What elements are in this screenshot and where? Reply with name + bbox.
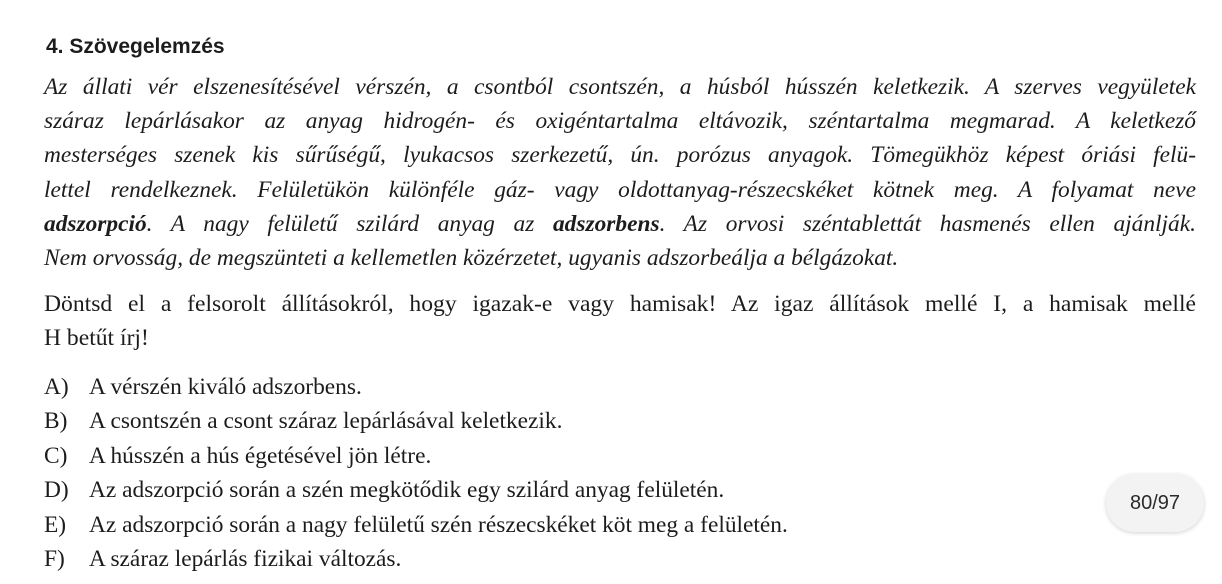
- statement-item: [44, 542, 788, 576]
- statement-text: Az adszorpció során a szén megkötődik egy szilárd anyag felületén.: [89, 477, 725, 504]
- passage-text: . A nagy felületű szilárd anyag az: [146, 210, 553, 237]
- section-heading: 4. Szövegelemzés: [46, 35, 225, 58]
- bold-term-adszorbens: adszorbens: [552, 210, 660, 237]
- task-instruction: [44, 287, 1196, 355]
- statement-text: A vérszén kiváló adszorbens.: [89, 374, 362, 400]
- statement-letter: B): [44, 408, 68, 435]
- statement-item: [44, 370, 788, 404]
- statement-letter: F): [44, 546, 65, 573]
- passage-line: Az állati vér elszenesítésével vérszén, a csontból csontszén, a húsból hússzén keletkezik. A szerves vegyületek: [44, 74, 1196, 100]
- statement-item: [44, 404, 788, 438]
- instruction-line: H betűt írj!: [44, 325, 149, 351]
- passage-text: . Az orvosi széntablettát hasmenés ellen ajánlják.: [659, 210, 1196, 237]
- passage-line: mesterséges szenek kis sűrűségű, lyukacsos szerkezetű, ún. porózus anyagok. Tömegükhöz képest óriási felü-: [44, 142, 1196, 169]
- passage-line: lettel rendelkeznek. Felületükön különféle gáz- vagy oldottanyag-részecskéket kötnek meg. A folyamat neve: [44, 176, 1196, 203]
- page-indicator[interactable]: 80/97: [1106, 474, 1204, 532]
- statement-item: [44, 508, 788, 542]
- statement-letter: A): [44, 374, 69, 400]
- passage-line: száraz lepárlásakor az anyag hidrogén- és oxigéntartalma eltávozik, széntartalma megmarad. A keletkező: [44, 108, 1196, 135]
- statement-item: [44, 439, 788, 473]
- passage-line: Nem orvosság, de megszünteti a kellemetlen közérzetet, ugyanis adszorbeálja a bélgázokat.: [44, 245, 899, 272]
- statement-list: [44, 370, 788, 576]
- statement-text: A csontszén a csont száraz lepárlásával keletkezik.: [89, 408, 563, 435]
- statement-text: Az adszorpció során a nagy felületű szén részecskéket köt meg a felületén.: [89, 511, 788, 538]
- statement-letter: C): [44, 442, 68, 469]
- statement-item: [44, 473, 788, 507]
- reading-passage: [44, 70, 1196, 275]
- statement-text: A száraz lepárlás fizikai változás.: [89, 546, 402, 573]
- statement-text: A hússzén a hús égetésével jön létre.: [89, 442, 432, 469]
- statement-letter: D): [44, 477, 69, 504]
- bold-term-adszorpcio: adszorpció: [44, 210, 147, 237]
- instruction-line: Döntsd el a felsorolt állításokról, hogy igazak-e vagy hamisak! Az igaz állítások mellé I, a hamisak mellé: [44, 291, 1196, 317]
- statement-letter: E): [44, 511, 67, 538]
- passage-line: [44, 207, 1196, 241]
